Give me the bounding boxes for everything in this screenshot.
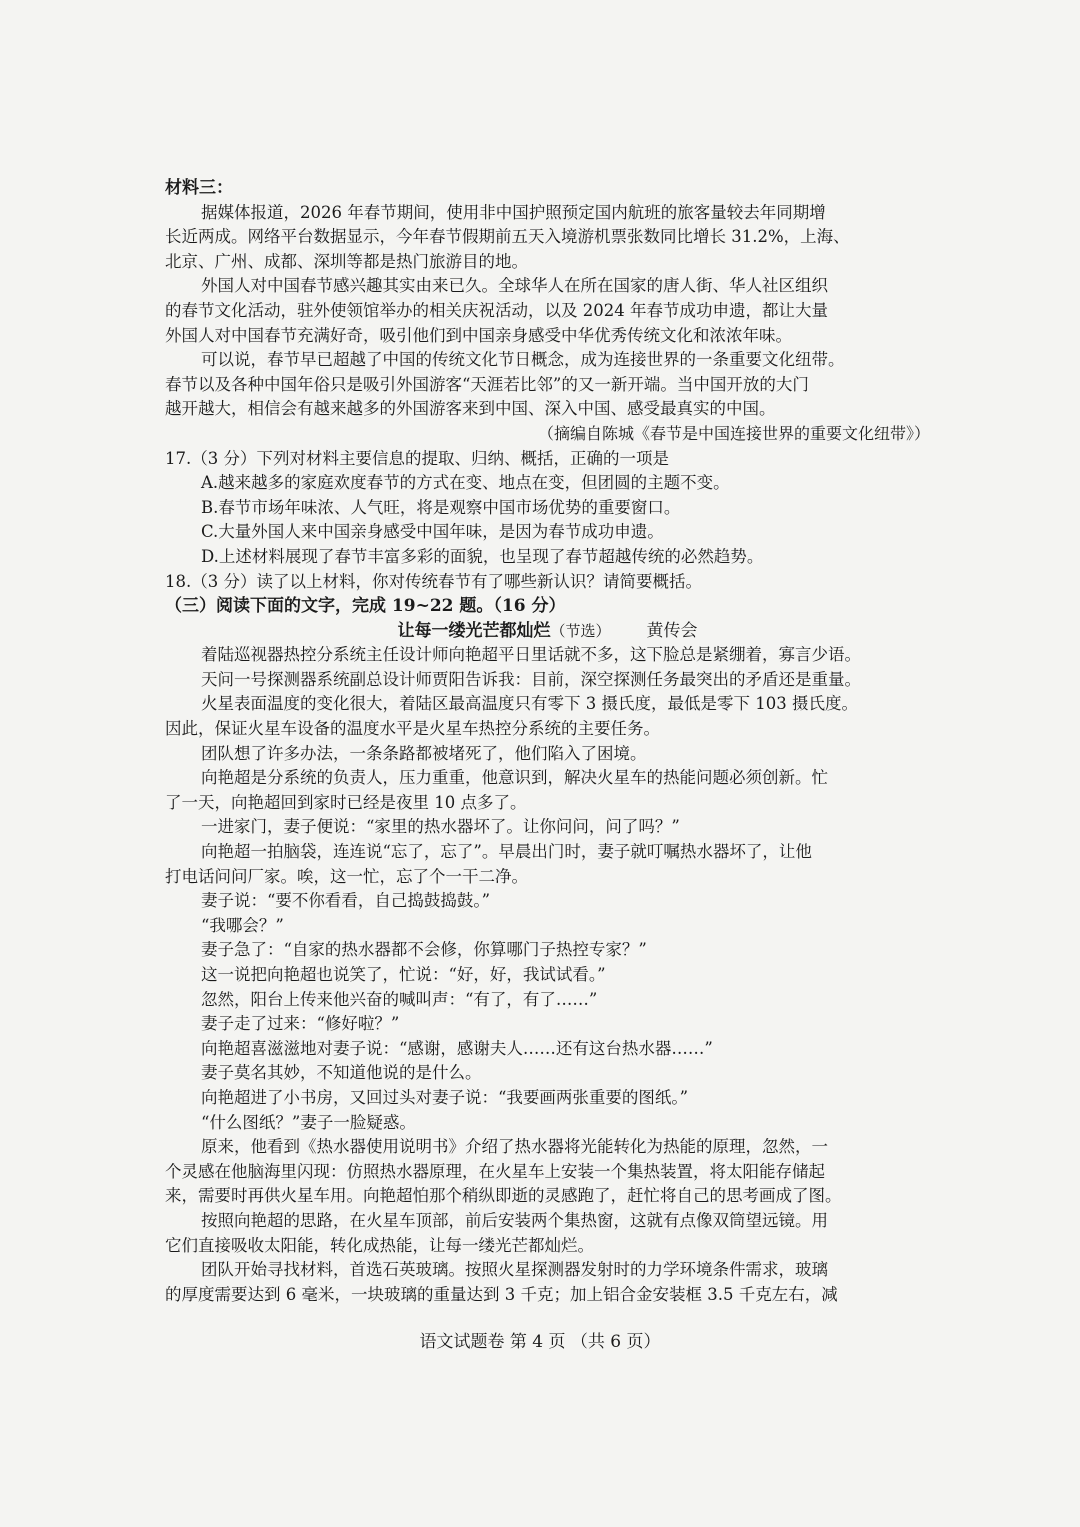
article-line: 团队想了许多办法，一条条路都被堵死了，他们陷入了困境。 bbox=[201, 743, 647, 763]
material3-line: 长近两成。网络平台数据显示，今年春节假期前五天入境游机票张数同比增长 31.2%，上海、 bbox=[165, 227, 850, 247]
question-17-option-c: C.大量外国人来中国亲身感受中国年味，是因为春节成功申遗。 bbox=[201, 522, 664, 542]
question-17-option-a: A.越来越多的家庭欢度春节的方式在变、地点在变，但团圆的主题不变。 bbox=[201, 473, 730, 493]
article-line: 原来，他看到《热水器使用说明书》介绍了热水器将光能转化为热能的原理，忽然，一 bbox=[201, 1137, 828, 1157]
material3-line: 可以说，春节早已超越了中国的传统文化节日概念，成为连接世界的一条重要文化纽带。 bbox=[201, 350, 845, 370]
article-line: 火星表面温度的变化很大，着陆区最高温度只有零下 3 摄氏度，最低是零下 103 摄氏度。 bbox=[201, 694, 858, 714]
material3-line: 外国人对中国春节感兴趣其实由来已久。全球华人在所在国家的唐人街、华人社区组织 bbox=[201, 276, 828, 296]
article-title-row bbox=[165, 619, 930, 644]
material3-line: 北京、广州、成都、深圳等都是热门旅游目的地。 bbox=[165, 251, 528, 271]
article-line: 打电话问问厂家。唉，这一忙，忘了个一干二净。 bbox=[165, 866, 528, 886]
article-author: 黄传会 bbox=[646, 620, 698, 641]
article-line: 的厚度需要达到 6 毫米，一块玻璃的重量达到 3 千克；加上铝合金安装框 3.5 千克左右，减 bbox=[165, 1284, 838, 1304]
material3-line: 外国人对中国春节充满好奇，吸引他们到中国亲身感受中华优秀传统文化和浓浓年味。 bbox=[165, 325, 792, 345]
article-line: 妻子说：“要不你看看，自己捣鼓捣鼓。” bbox=[201, 891, 491, 911]
article-line: 团队开始寻找材料，首选石英玻璃。按照火星探测器发射时的力学环境条件需求，玻璃 bbox=[201, 1260, 828, 1280]
article-line: 向艳超进了小书房，又回过头对妻子说：“我要画两张重要的图纸。” bbox=[201, 1087, 689, 1107]
page-footer: 语文试题卷 第 4 页 （共 6 页） bbox=[419, 1332, 661, 1352]
article-title-note: （节选） bbox=[550, 621, 611, 640]
article-line: 来，需要时再供火星车用。向艳超怕那个稍纵即逝的灵感跑了，赶忙将自己的思考画成了图。 bbox=[165, 1186, 842, 1206]
article-line: 按照向艳超的思路，在火星车顶部，前后安装两个集热窗，这就有点像双筒望远镜。用 bbox=[201, 1210, 828, 1230]
article-line: 忽然，阳台上传来他兴奋的喊叫声：“有了，有了……” bbox=[201, 989, 598, 1009]
article-line: 个灵感在他脑海里闪现：仿照热水器原理，在火星车上安装一个集热装置，将太阳能存储起 bbox=[165, 1161, 825, 1181]
article-line: 妻子莫名其妙，不知道他说的是什么。 bbox=[201, 1063, 482, 1083]
article-line: 因此，保证火星车设备的温度水平是火星车热控分系统的主要任务。 bbox=[165, 719, 660, 739]
article-line: 向艳超是分系统的负责人，压力重重，他意识到，解决火星车的热能问题必须创新。忙 bbox=[201, 768, 828, 788]
article-line: “我哪会？” bbox=[201, 915, 284, 935]
article-line: 它们直接吸收太阳能，转化成热能，让每一缕光芒都灿烂。 bbox=[165, 1235, 594, 1255]
question-18-stem: 18.（3 分）读了以上材料，你对传统春节有了哪些新认识？请简要概括。 bbox=[165, 571, 702, 591]
material3-line: 越开越大，相信会有越来越多的外国游客来到中国、深入中国、感受最真实的中国。 bbox=[165, 399, 776, 419]
article-title: 让每一缕光芒都灿烂 bbox=[397, 620, 551, 641]
article-line: 一进家门，妻子便说：“家里的热水器坏了。让你问问，问了吗？” bbox=[201, 817, 680, 837]
question-17-option-d: D.上述材料展现了春节丰富多彩的面貌，也呈现了春节超越传统的必然趋势。 bbox=[201, 546, 764, 566]
question-17-option-b: B.春节市场年味浓、人气旺，将是观察中国市场优势的重要窗口。 bbox=[201, 497, 681, 517]
article-line: 向艳超一拍脑袋，连连说“忘了，忘了”。早晨出门时，妻子就叮嘱热水器坏了，让他 bbox=[201, 842, 812, 862]
article-line: 了一天，向艳超回到家时已经是夜里 10 点多了。 bbox=[165, 792, 527, 812]
material3-line: 据媒体报道，2026 年春节期间，使用非中国护照预定国内航班的旅客量较去年同期增 bbox=[201, 202, 826, 222]
question-17-stem: 17.（3 分）下列对材料主要信息的提取、归纳、概括，正确的一项是 bbox=[165, 448, 669, 468]
material3-heading: 材料三： bbox=[165, 178, 233, 198]
article-line: 这一说把向艳超也说笑了，忙说：“好，好，我试试看。” bbox=[201, 965, 606, 984]
article-line: 天问一号探测器系统副总设计师贾阳告诉我：目前，深空探测任务最突出的矛盾还是重量。 bbox=[201, 669, 861, 689]
section3-heading: （三）阅读下面的文字，完成 19~22 题。（16 分） bbox=[165, 596, 566, 617]
material3-source: （摘编自陈城《春节是中国连接世界的重要文化纽带》） bbox=[537, 423, 930, 443]
article-line: 妻子急了：“自家的热水器都不会修，你算哪门子热控专家？” bbox=[201, 940, 647, 960]
material3-line: 的春节文化活动，驻外使领馆举办的相关庆祝活动，以及 2024 年春节成功申遗，都让大量 bbox=[165, 300, 828, 320]
article-line: “什么图纸？”妻子一脸疑惑。 bbox=[201, 1112, 416, 1132]
article-line: 着陆巡视器热控分系统主任设计师向艳超平日里话就不多，这下脸总是紧绷着，寡言少语。 bbox=[201, 645, 861, 665]
article-line: 妻子走了过来：“修好啦？” bbox=[201, 1014, 400, 1034]
article-line: 向艳超喜滋滋地对妻子说：“感谢，感谢夫人……还有这台热水器……” bbox=[201, 1038, 713, 1058]
material3-line: 春节以及各种中国年俗只是吸引外国游客“天涯若比邻”的又一新开端。当中国开放的大门 bbox=[165, 374, 809, 394]
